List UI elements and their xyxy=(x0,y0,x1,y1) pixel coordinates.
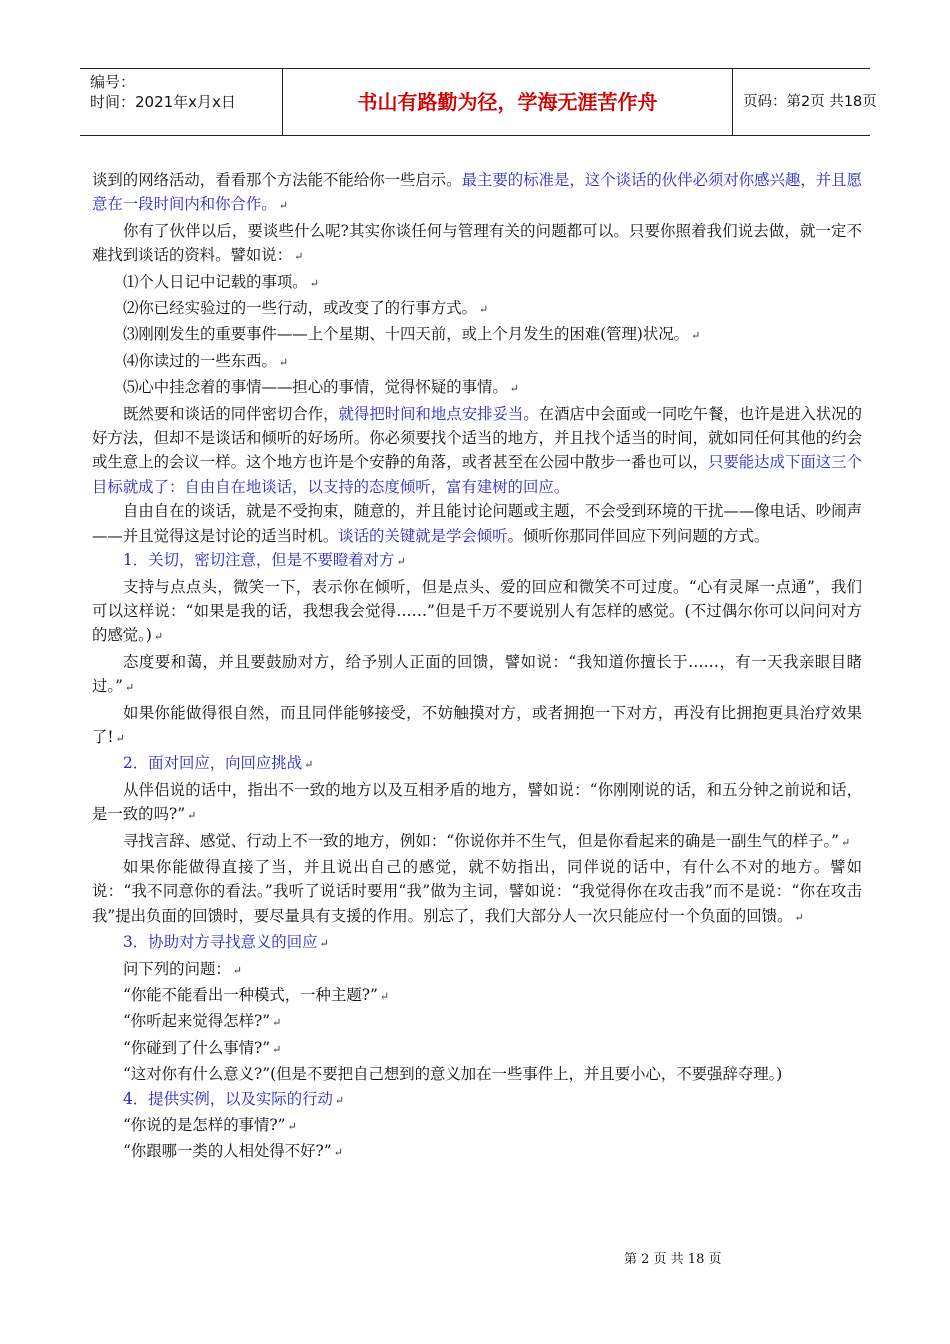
highlighted-text: 就得把时间和地点安排妥当 xyxy=(338,404,524,423)
paragraph-mark-icon: ↵ xyxy=(187,809,196,823)
paragraph xyxy=(92,650,862,701)
paragraph-mark-icon: ↵ xyxy=(691,329,700,343)
paragraph-mark-icon: ↵ xyxy=(153,630,163,644)
text-run: 如果你能做得直接了当，并且说出自己的感觉，就不妨指出，同伴说的话中，有什么不对的地方。譬如说：“我不同意你的看法。”我听了说话时要用“我”做为主词，譬如说：“我觉得你在攻击我”而不是说：“你在攻击我”提出负面的回馈时，要尽量具有支援的作用。别忘了，我们大部分人一次只能应付一个负面的回馈。 xyxy=(92,857,862,925)
paragraph xyxy=(92,1113,862,1139)
paragraph-mark-icon: ↵ xyxy=(278,355,288,369)
paragraph-mark-icon: ↵ xyxy=(841,835,850,849)
paragraph-mark-icon: ↵ xyxy=(794,910,803,924)
highlighted-text: 2．面对回应，向回应挑战 xyxy=(123,754,303,773)
text-run: 你有了伙伴以后，要谈些什么呢?其实你谈任何与管理有关的问题都可以。只要你照着我们说去做，就一定不难找到谈话的资料。譬如说： xyxy=(92,221,862,265)
highlighted-text: 3．协助对方寻找意义的回应 xyxy=(123,933,318,952)
header-meta-cell xyxy=(80,69,283,135)
paragraph-mark-icon: ↵ xyxy=(124,681,134,695)
highlighted-text: 4．提供实例，以及实际的行动 xyxy=(123,1089,333,1108)
paragraph xyxy=(92,270,862,296)
paragraph xyxy=(92,701,862,752)
highlighted-text: 谈话的关键就是学会倾听 xyxy=(338,526,508,545)
paragraph-mark-icon: ↵ xyxy=(509,382,518,396)
paragraph xyxy=(92,1009,862,1035)
paragraph-mark-icon: ↵ xyxy=(396,555,405,569)
text-run: 支持与点点头，微笑一下，表示你在倾听，但是点头、爱的回应和微笑不可过度。“心有灵犀一点通”，我们可以这样说：“如果是我的话，我想我会觉得……”但是千万不要说别人有怎样的感觉。(不过偶尔你可以问问对方的感觉。) xyxy=(92,577,862,645)
paragraph-mark-icon: ↵ xyxy=(309,276,318,290)
paragraph xyxy=(92,499,862,548)
text-run: ⑸心中挂念着的事情——担心的事情，觉得怀疑的事情。 xyxy=(123,378,508,397)
paragraph xyxy=(92,778,862,829)
text-run: ⑴个人日记中记载的事项。 xyxy=(123,272,308,291)
paragraph xyxy=(92,548,862,574)
text-run: “你听起来觉得怎样?” xyxy=(123,1012,271,1031)
document-body xyxy=(92,168,862,1166)
text-run: “你能不能看出一种模式，一种主题?” xyxy=(123,986,378,1004)
paragraph xyxy=(92,1036,862,1062)
paragraph xyxy=(92,1087,862,1113)
text-run: ⑶刚刚发生的重要事件——上个星期、十四天前，或上个月发生的困难(管理)状况。 xyxy=(123,325,690,344)
paragraph xyxy=(92,1139,862,1165)
text-run: 谈到的网络活动，看看那个方法能不能给你一些启示。 xyxy=(92,171,462,189)
text-run: 既然要和谈话的同伴密切合作， xyxy=(123,404,339,423)
page-footer: 第 2 页 共 18 页 xyxy=(624,1252,722,1267)
paragraph xyxy=(92,168,862,219)
highlighted-text: 最主要的标准是，这个谈话的伙伴必须对你感兴趣，并且愿意在一段时间内和你合作。 xyxy=(92,171,862,214)
text-run: 如果你能做得很自然，而且同伴能够接受，不妨触摸对方，或者拥抱一下对方，再没有比拥抱更具治疗效果了! xyxy=(92,703,862,746)
paragraph-mark-icon: ↵ xyxy=(304,758,313,772)
paragraph-mark-icon: ↵ xyxy=(334,1093,344,1107)
paragraph-mark-icon: ↵ xyxy=(294,250,303,264)
text-run: “你碰到了什么事情?” xyxy=(123,1038,271,1057)
paragraph-mark-icon: ↵ xyxy=(287,1120,296,1134)
paragraph xyxy=(92,957,862,983)
text-run: ⑵你已经实验过的一些行动，或改变了的行事方式。 xyxy=(123,299,477,318)
paragraph xyxy=(92,1062,862,1086)
paragraph-mark-icon: ↵ xyxy=(333,1146,342,1160)
paragraph xyxy=(92,983,862,1009)
paragraph-mark-icon: ↵ xyxy=(379,990,389,1003)
text-run: 。倾听你那同伴回应下列问题的方式。 xyxy=(507,526,770,545)
paragraph xyxy=(92,930,862,956)
paragraph xyxy=(92,296,862,322)
header-page-info: 页码：第2页 共18页 xyxy=(743,94,877,110)
highlighted-text: 只要能达成下面这三个目标就成了：自由自在地谈话，以支持的态度倾听，富有建树的回应。 xyxy=(92,453,862,496)
paragraph xyxy=(92,402,862,500)
paragraph-mark-icon: ↵ xyxy=(278,199,287,213)
paragraph xyxy=(92,751,862,777)
doc-date: 时间：2021年x月x日 xyxy=(90,93,236,111)
paragraph xyxy=(92,575,862,650)
paragraph-mark-icon: ↵ xyxy=(319,937,328,951)
header-motto: 书山有路勤为径，学海无涯苦作舟 xyxy=(283,69,733,135)
text-run: 。在酒店中会面或一同吃午餐，也许是进入状况的好方法，但却不是谈话和倾听的好场所。你必须要找个适当的地方，并且找个适当的时间，就如同任何其他的约会或生意上的会议一样。这个地方也许是个安静的角落，或者甚至在公园中散步一番也可以， xyxy=(92,404,862,472)
text-run: “这对你有什么意义?”(但是不要把自己想到的意义加在一些事件上，并且要小心，不要强辞夺理。) xyxy=(123,1065,783,1084)
text-run: ⑷你读过的一些东西。 xyxy=(123,351,277,370)
page-header xyxy=(80,68,877,136)
paragraph xyxy=(92,349,862,375)
paragraph-mark-icon: ↵ xyxy=(479,303,488,317)
paragraph xyxy=(92,219,862,270)
text-run: “你说的是怎样的事情?” xyxy=(123,1116,286,1135)
paragraph-mark-icon: ↵ xyxy=(115,731,124,745)
paragraph-mark-icon: ↵ xyxy=(232,963,241,977)
paragraph xyxy=(92,855,862,930)
text-run: “你跟哪一类的人相处得不好?” xyxy=(123,1142,332,1161)
doc-code-label: 编号： xyxy=(90,73,136,91)
text-run: 自由自在的谈话，就是不受拘束，随意的，并且能讨论问题或主题，不会受到环境的干扰——像电话、吵闹声——并且觉得这是讨论的适当时机。 xyxy=(92,502,862,545)
text-run: 从伴侣说的话中，指出不一致的地方以及互相矛盾的地方，譬如说：“你刚刚说的话，和五分钟之前说和话，是一致的吗?” xyxy=(92,780,862,824)
paragraph-mark-icon: ↵ xyxy=(272,1016,281,1030)
highlighted-text: 1．关切，密切注意，但是不要瞪着对方 xyxy=(123,551,395,570)
text-run: 态度要和蔼，并且要鼓励对方，给予别人正面的回馈，譬如说：“我知道你擅长于……，有一天我亲眼目睹过。” xyxy=(92,652,862,696)
paragraph xyxy=(92,375,862,401)
text-run: 问下列的问题： xyxy=(123,959,231,978)
text-run: 寻找言辞、感觉、行动上不一致的地方，例如：“你说你并不生气，但是你看起来的确是一副生气的样子。” xyxy=(123,831,840,850)
paragraph-mark-icon: ↵ xyxy=(272,1042,281,1056)
paragraph xyxy=(92,829,862,855)
paragraph xyxy=(92,322,862,348)
